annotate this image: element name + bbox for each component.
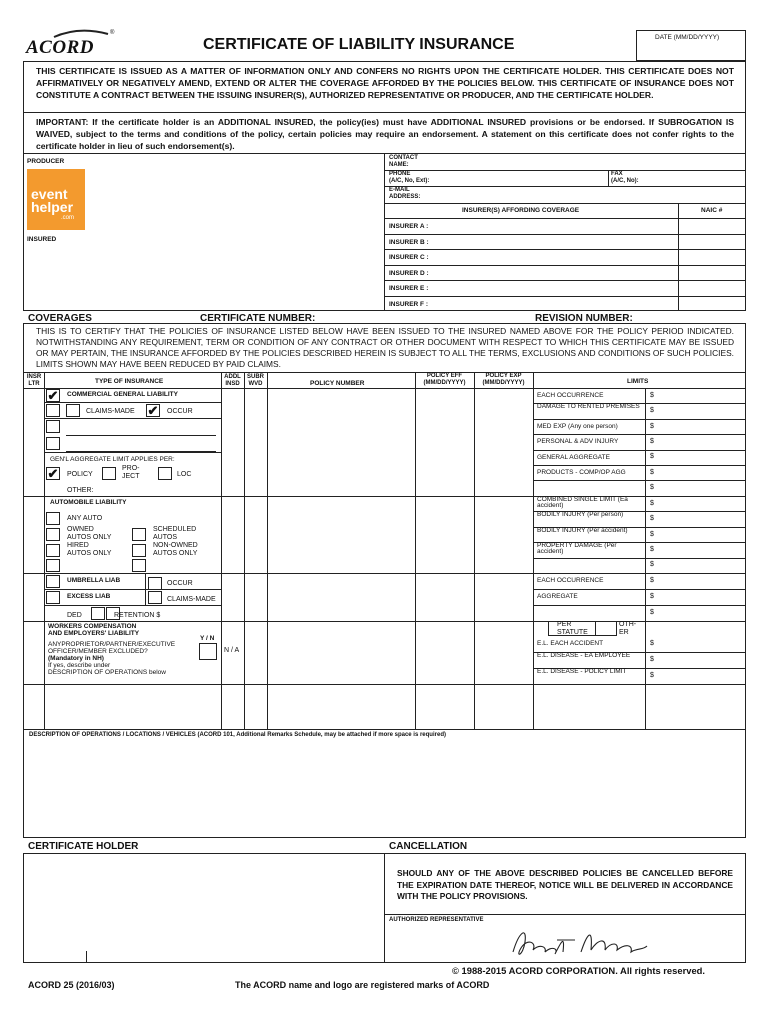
copyright-text: © 1988-2015 ACORD CORPORATION. All rights reserved. [452, 965, 705, 976]
other-label: OTHER: [67, 487, 94, 494]
workers-comp-question: ANYPROPRIETOR/PARTNER/EXECUTIVE OFFICER/MEMBER EXCLUDED? (Mandatory in NH) If yes, describe under DESCRIPTION OF OPERATIONS below [48, 641, 176, 676]
producer-label: PRODUCER [27, 158, 65, 165]
limits-header: LIMITS [627, 378, 649, 385]
umbrella-checkbox[interactable] [46, 575, 60, 588]
limit-label: DAMAGE TO RENTED PREMISES [537, 403, 640, 410]
fax-label: FAX (A/C, No): [611, 171, 639, 184]
limit-label: PROPERTY DAMAGE (Per accident) [537, 542, 617, 555]
hired-autos-checkbox[interactable] [46, 544, 60, 557]
limit-dollar-field[interactable]: $ [650, 392, 654, 399]
insurer-label: INSURER F : [389, 301, 428, 308]
any-auto-checkbox[interactable] [46, 512, 60, 525]
contact-name-label: CONTACT NAME: [389, 155, 418, 168]
naic-header: NAIC # [701, 207, 723, 214]
insured-label: INSURED [27, 236, 57, 243]
other-er-box[interactable] [596, 621, 617, 636]
date-label: DATE (MM/DD/YYYY) [655, 34, 720, 41]
limit-dollar-field[interactable]: $ [650, 656, 654, 663]
excess-label: EXCESS LIAB [67, 593, 111, 600]
cgl-title: COMMERCIAL GENERAL LIABILITY [67, 391, 178, 398]
limit-label: COMBINED SINGLE LIMIT (Ea accident) [537, 496, 628, 509]
limit-dollar-field[interactable]: $ [650, 640, 654, 647]
yn-label: Y / N [200, 635, 215, 642]
limit-label: BODILY INJURY (Per accident) [537, 527, 628, 534]
limit-dollar-field[interactable]: $ [650, 423, 654, 430]
nonowned-autos-label: NON-OWNED AUTOS ONLY [153, 542, 198, 557]
policy-checkbox[interactable]: ✔ [47, 466, 59, 481]
limit-dollar-field[interactable]: $ [650, 531, 654, 538]
policy-number-header: POLICY NUMBER [310, 380, 365, 387]
eventhelper-logo [27, 169, 85, 230]
policy-label: POLICY [67, 471, 93, 478]
certificate-holder-label: CERTIFICATE HOLDER [28, 841, 139, 852]
umbrella-label: UMBRELLA LIAB [67, 577, 121, 584]
type-header: TYPE OF INSURANCE [95, 378, 164, 385]
limit-label: EACH OCCURRENCE [537, 392, 604, 399]
coverages-notice-box [23, 323, 746, 373]
description-label: DESCRIPTION OF OPERATIONS / LOCATIONS / VEHICLES (ACORD 101, Additional Remarks Schedule, may be attached if more space is required) [29, 732, 446, 738]
claims-made-checkbox[interactable] [66, 404, 80, 417]
acord-logo-text: ACORD [26, 37, 94, 58]
limit-dollar-field[interactable]: $ [650, 593, 654, 600]
insurer-label: INSURER D : [389, 270, 429, 277]
logo-line-helper: helper [31, 199, 74, 215]
umbrella-claims-made-label: CLAIMS-MADE [167, 596, 216, 603]
cancellation-label: CANCELLATION [389, 841, 468, 852]
certificate-holder-box[interactable] [23, 853, 385, 963]
limit-label: E.L. DISEASE - POLICY LIMIT [537, 668, 627, 675]
per-statute-box[interactable] [548, 621, 596, 636]
project-label: PRO- JECT [122, 465, 140, 480]
ded-checkbox[interactable] [91, 607, 105, 620]
form-title: CERTIFICATE OF LIABILITY INSURANCE [203, 36, 515, 53]
excess-checkbox[interactable] [46, 591, 60, 604]
project-checkbox[interactable] [102, 467, 116, 480]
limit-dollar-field[interactable]: $ [650, 515, 654, 522]
insurer-label: INSURER E : [389, 285, 429, 292]
cancellation-box [384, 853, 746, 963]
limit-dollar-field[interactable]: $ [650, 500, 654, 507]
umbrella-occur-label: OCCUR [167, 580, 193, 587]
policy-eff-header: POLICY EFF (MM/DD/YYYY) [423, 373, 466, 386]
revision-number-label: REVISION NUMBER: [535, 313, 633, 324]
limit-dollar-field[interactable]: $ [650, 469, 654, 476]
cgl-blank-checkbox-3[interactable] [46, 437, 60, 450]
insurer-label: INSURER B : [389, 239, 429, 246]
occur-checkbox[interactable]: ✔ [147, 403, 159, 418]
important-text: IMPORTANT: If the certificate holder is an ADDITIONAL INSURED, the policy(ies) must have ADDITIONAL INSURED provisions or be endorsed. If SUBROGATION IS WAIVED, subject to the terms and conditions of the policy, certain policies may require an endorsement. A statement on this certificate does not confer rights to the certificate holder in lieu of such endorsement(s). [36, 117, 734, 151]
nonowned-autos-checkbox[interactable] [132, 544, 146, 557]
coverages-text: THIS IS TO CERTIFY THAT THE POLICIES OF INSURANCE LISTED BELOW HAVE BEEN ISSUED TO THE INSURED NAMED ABOVE FOR THE POLICY PERIOD INDICATED. NOTWITHSTANDING ANY REQUIREMENT, TERM OR CONDITION OF ANY CONTRACT OR OTHER DOCUMENT WITH RESPECT TO WHICH THIS CERTIFICATE MAY BE ISSUED OR MAY PERTAIN, THE INSURANCE AFFORDED BY THE POLICIES DESCRIBED HEREIN IS SUBJECT TO ALL THE TERMS, EXCLUSIONS AND CONDITIONS OF SUCH POLICIES. LIMITS SHOWN MAY HAVE BEEN REDUCED BY PAID CLAIMS. [36, 326, 734, 369]
retention-label: RETENTION $ [114, 612, 161, 619]
logo-line-event: event [31, 186, 68, 202]
insurer-label: INSURER A : [389, 223, 429, 230]
scheduled-autos-label: SCHEDULED AUTOS [153, 526, 197, 541]
notice-text: THIS CERTIFICATE IS ISSUED AS A MATTER OF INFORMATION ONLY AND CONFERS NO RIGHTS UPON THE CERTIFICATE HOLDER. THIS CERTIFICATE DOES NOT AFFIRMATIVELY OR NEGATIVELY AMEND, EXTEND OR ALTER THE COVERAGE AFFORDED BY THE POLICIES BELOW. THIS CERTIFICATE OF INSURANCE DOES NOT CONSTITUTE A CONTRACT BETWEEN THE ISSUING INSURER(S), AUTHORIZED REPRESENTATIVE OR PRODUCER, AND THE CERTIFICATE HOLDER. [36, 66, 734, 100]
limit-label: PERSONAL & ADV INJURY [537, 438, 619, 445]
insurers-header: INSURER(S) AFFORDING COVERAGE [462, 207, 580, 214]
limit-label: E.L. EACH ACCIDENT [537, 640, 604, 647]
email-label: E-MAIL ADDRESS: [389, 187, 421, 200]
na-label: N / A [224, 647, 240, 654]
cancellation-text: SHOULD ANY OF THE ABOVE DESCRIBED POLICIES BE CANCELLED BEFORE THE EXPIRATION DATE THEREOF, NOTICE WILL BE DELIVERED IN ACCORDANCE WITH THE POLICY PROVISIONS. [397, 868, 733, 901]
insr-ltr-header: INSR LTR [26, 374, 42, 387]
workers-comp-title: WORKERS COMPENSATION AND EMPLOYERS' LIABILITY [48, 623, 140, 637]
cgl-blank-checkbox-1[interactable] [46, 404, 60, 417]
cgl-checkbox[interactable]: ✔ [47, 388, 59, 403]
registered-marks-text: The ACORD name and logo are registered marks of ACORD [235, 980, 490, 990]
claims-made-umbrella-checkbox[interactable] [148, 591, 162, 604]
addl-header: ADDL INSD [224, 374, 241, 387]
date-box[interactable] [636, 30, 746, 61]
limit-label: BODILY INJURY (Per person) [537, 511, 624, 518]
auto-title: AUTOMOBILE LIABILITY [50, 499, 127, 506]
limit-dollar-field[interactable]: $ [650, 577, 654, 584]
policy-exp-header: POLICY EXP (MM/DD/YYYY) [482, 373, 525, 386]
auto-blank-checkbox-1[interactable] [46, 559, 60, 572]
limit-label: EACH OCCURRENCE [537, 577, 604, 584]
limit-dollar-field[interactable]: $ [650, 546, 654, 553]
auto-blank-checkbox-2[interactable] [132, 559, 146, 572]
claims-made-label: CLAIMS-MADE [86, 408, 135, 415]
limit-dollar-field[interactable]: $ [650, 453, 654, 460]
signature-icon [507, 922, 657, 962]
logo-line-com: .com [61, 215, 75, 221]
cgl-blank-checkbox-2[interactable] [46, 420, 60, 433]
acord-logo [24, 28, 124, 58]
loc-label: LOC [177, 471, 192, 478]
authorized-rep-label: AUTHORIZED REPRESENTATIVE [389, 917, 484, 923]
owned-autos-checkbox[interactable] [46, 528, 60, 541]
limit-label: E.L. DISEASE - EA EMPLOYEE [537, 652, 631, 659]
description-box[interactable] [23, 730, 746, 838]
insurer-label: INSURER C : [389, 254, 429, 261]
ded-label: DED [67, 612, 82, 619]
hired-autos-label: HIRED AUTOS ONLY [67, 542, 112, 557]
subr-header: SUBR WVD [246, 374, 264, 387]
limit-dollar-field[interactable]: $ [650, 438, 654, 445]
registered-mark: ® [110, 30, 115, 36]
form-number: ACORD 25 (2016/03) [28, 980, 115, 990]
gen-aggregate-label: GEN'L AGGREGATE LIMIT APPLIES PER: [50, 456, 175, 463]
limit-dollar-field[interactable]: $ [650, 609, 654, 616]
limit-dollar-field[interactable]: $ [650, 561, 654, 568]
limit-dollar-field[interactable]: $ [650, 672, 654, 679]
limit-dollar-field[interactable]: $ [650, 484, 654, 491]
excluded-yn-box[interactable] [199, 643, 217, 660]
occur-label: OCCUR [167, 408, 193, 415]
limit-dollar-field[interactable]: $ [650, 407, 654, 414]
limit-label: MED EXP (Any one person) [537, 423, 618, 430]
limit-label: AGGREGATE [537, 593, 578, 600]
notice-box [23, 61, 746, 113]
certificate-number-label: CERTIFICATE NUMBER: [200, 313, 316, 324]
phone-label: PHONE (A/C, No, Ext): [389, 171, 430, 184]
coverages-label: COVERAGES [28, 313, 92, 324]
limit-label: PRODUCTS - COMP/OP AGG [537, 469, 626, 476]
scheduled-autos-checkbox[interactable] [132, 528, 146, 541]
limit-label: GENERAL AGGREGATE [537, 454, 610, 461]
any-auto-label: ANY AUTO [67, 515, 103, 522]
owned-autos-label: OWNED AUTOS ONLY [67, 526, 112, 541]
other-er-label: OTH- ER [619, 621, 637, 636]
per-statute-label: PER STATUTE [557, 621, 588, 636]
loc-checkbox[interactable] [158, 467, 172, 480]
important-box [23, 113, 746, 154]
